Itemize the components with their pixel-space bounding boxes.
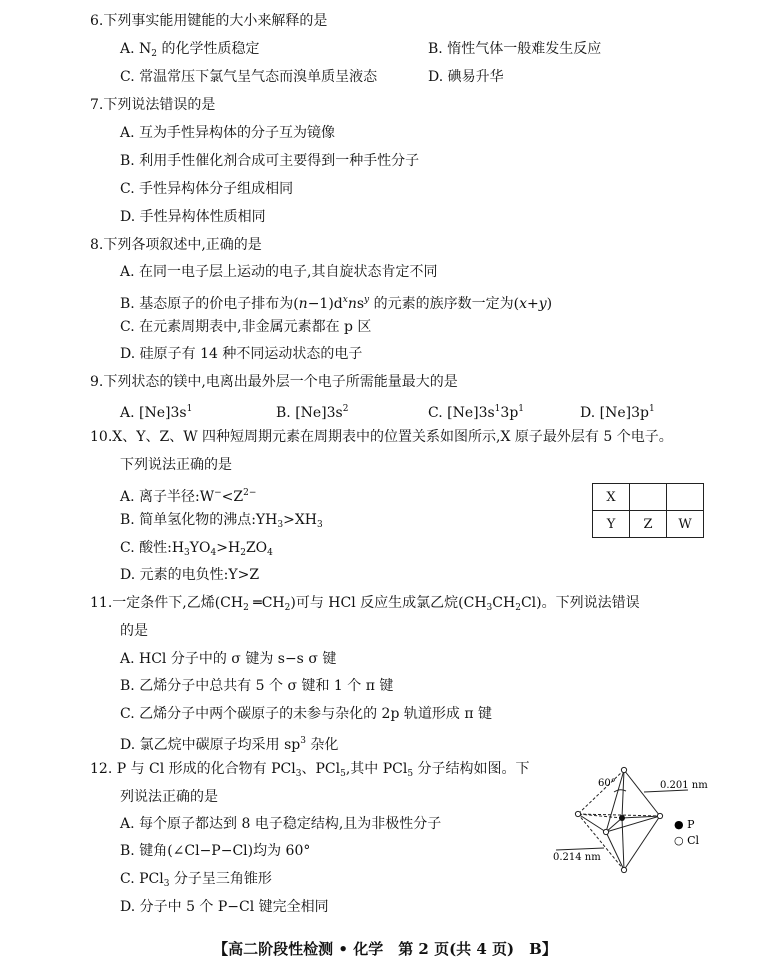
cl-atom-right [657, 813, 662, 818]
q9-option-c: C. $[Ne]3s^13p^1$ [428, 404, 525, 421]
q10-option-c: C. 酸性$:H_3YO_4>H_2ZO_4$ [120, 540, 273, 558]
q10-stem: 10.X、Y、Z、W 四种短周期元素在周期表中的位置关系如图所示,X 原子最外层有 5 个电子。 [90, 429, 673, 445]
q12-stem-cont: 列说法正确的是 [120, 789, 218, 805]
q11-option-b: B. 乙烯分子中总共有 5 个 σ 键和 1 个 π 键 [120, 678, 394, 694]
table-cell-x: X [593, 484, 630, 511]
table-cell-y: Y [593, 511, 630, 538]
q7-option-c: C. 手性异构体分子组成相同 [120, 181, 294, 197]
page-footer: 【高二阶段性检测 • 化学 第 2 页(共 4 页) B】 [213, 940, 557, 958]
bond-length-label-1: 0.201 nm [660, 780, 708, 791]
q6-option-b: B. 惰性气体一般难发生反应 [428, 41, 602, 57]
cl-atom-top [621, 767, 626, 772]
q11-option-d: D. 氯乙烷中碳原子均采用 $sp^3$ 杂化 [120, 736, 339, 753]
q7-option-b: B. 利用手性催化剂合成可主要得到一种手性分子 [120, 153, 420, 169]
q6-option-c: C. 常温常压下氯气呈气态而溴单质呈液态 [120, 69, 378, 85]
q6-option-d: D. 碘易升华 [428, 69, 504, 85]
q10-option-b: B. 简单氢化物的沸点$:YH_3>XH_3$ [120, 512, 323, 530]
periodic-table-fragment [592, 483, 704, 538]
q9-option-a: A. $[Ne]3s^1$ [120, 404, 193, 421]
q10-option-a: A. 离子半径$:W^-<Z^{2-}$ [120, 488, 257, 505]
q11-stem: 11.一定条件下,乙烯($CH_2$ $═CH_2$)可与 HCl 反应生成氯乙烷$(CH_3CH_2Cl)$。下列说法错误 [90, 595, 640, 613]
q11-stem-cont: 的是 [120, 623, 148, 639]
cl-atom-left [575, 811, 580, 816]
q10-stem-cont: 下列说法正确的是 [120, 457, 232, 473]
q6-stem: 6.下列事实能用键能的大小来解释的是 [90, 13, 328, 29]
q7-option-a: A. 互为手性异构体的分子互为镜像 [120, 125, 336, 141]
cl-atom-bottom [621, 867, 626, 872]
q12-stem: 12. P 与 Cl 形成的化合物有 PCl$_3$、PCl$_5$,其中 PCl$_5$ 分子结构如图。下 [90, 761, 530, 779]
legend-p: ● P [674, 818, 695, 831]
q12-option-d: D. 分子中 5 个 P−Cl 键完全相同 [120, 899, 329, 915]
q11-option-c: C. 乙烯分子中两个碳原子的未参与杂化的 2p 轨道形成 π 键 [120, 706, 492, 722]
legend-cl: ○ Cl [674, 834, 700, 847]
table-cell-empty [667, 484, 704, 511]
q9-option-b: B. $[Ne]3s^2$ [276, 404, 349, 421]
q7-stem: 7.下列说法错误的是 [90, 97, 216, 113]
q8-option-c: C. 在元素周期表中,非金属元素都在 p 区 [120, 319, 372, 335]
q6-option-a: A. $N_2$ 的化学性质稳定 [120, 41, 260, 59]
q12-option-c: C. PCl$_3$ 分子呈三角锥形 [120, 871, 272, 889]
table-cell-w: W [667, 511, 704, 538]
q9-option-d: D. $[Ne]3p^1$ [580, 404, 655, 421]
q12-option-b: B. 键角(∠Cl−P−Cl)均为 60° [120, 843, 311, 859]
q10-option-d: D. 元素的电负性:Y>Z [120, 567, 260, 583]
p-atom-center [619, 815, 625, 821]
q7-option-d: D. 手性异构体性质相同 [120, 209, 266, 225]
q12-option-a: A. 每个原子都达到 8 电子稳定结构,且为非极性分子 [120, 816, 442, 832]
bond-length-label-2: 0.214 nm [553, 852, 601, 863]
cl-atom-front [603, 829, 608, 834]
table-cell-empty [630, 484, 667, 511]
q8-option-a: A. 在同一电子层上运动的电子,其自旋状态肯定不同 [120, 264, 438, 280]
q8-option-b: B. 基态原子的价电子排布为$(n-1)d^xns^y$ 的元素的族序数一定为(x+y) [120, 295, 553, 312]
q11-option-a: A. HCl 分子中的 σ 键为 s−s σ 键 [120, 651, 337, 667]
q8-stem: 8.下列各项叙述中,正确的是 [90, 237, 262, 253]
table-cell-z: Z [630, 511, 667, 538]
q8-option-d: D. 硅原子有 14 种不同运动状态的电子 [120, 346, 363, 362]
q9-stem: 9.下列状态的镁中,电离出最外层一个电子所需能量最大的是 [90, 374, 458, 390]
angle-label: 60° [598, 778, 616, 789]
pcl5-structure-figure [548, 766, 723, 876]
